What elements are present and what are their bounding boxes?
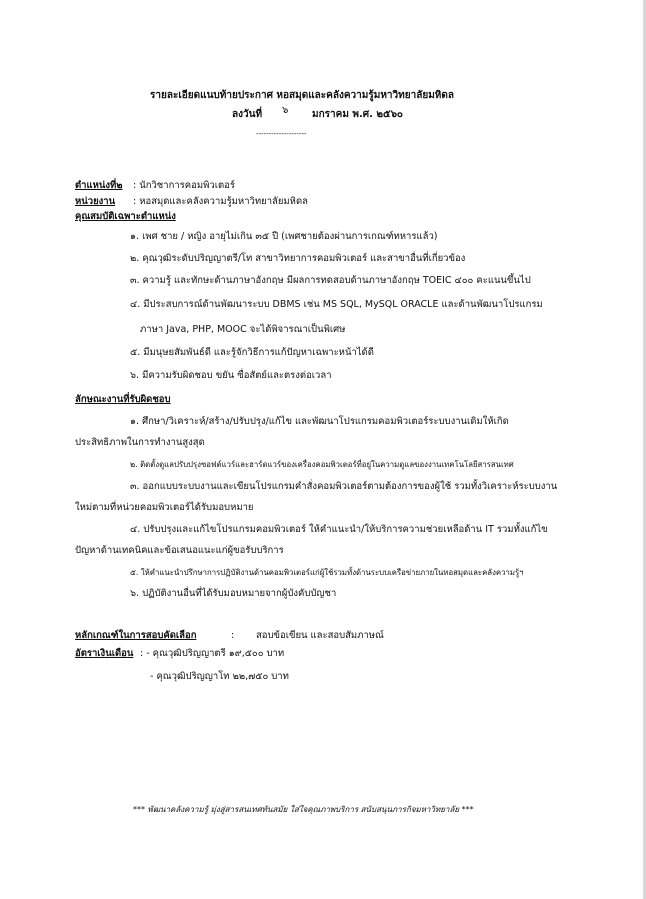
- salary-bachelor: : - คุณวุฒิปริญญาตรี ๑๙,๕๐๐ บาท: [140, 648, 285, 659]
- qualification-item: ๒. คุณวุฒิระดับปริญญาตรี/โท สาขาวิทยาการคอมพิวเตอร์ และสาขาอื่นที่เกี่ยวข้อง: [130, 253, 466, 264]
- date-rest: มกราคม พ.ศ. ๒๕๖๐: [312, 109, 404, 120]
- date-prefix: ลงวันที่: [232, 109, 263, 120]
- unit-value: : หอสมุดและคลังความรู้มหาวิทยาลัยมหิดล: [133, 196, 308, 207]
- duty-item: ๔. ปรับปรุงและแก้ไขโปรแกรมคอมพิวเตอร์ ให้คำแนะนำ/ให้บริการความช่วยเหลือด้าน IT รวมทั้งแก้ไข: [130, 524, 548, 535]
- date-day: ๖: [282, 105, 289, 116]
- duty-item: ๑. ศึกษา/วิเคราะห์/สร้าง/ปรับปรุง/แก้ไข และพัฒนาโปรแกรมคอมพิวเตอร์ระบบงานเดิมให้เกิด: [130, 416, 509, 427]
- qualification-item: ภาษา Java, PHP, MOOC จะได้พิจารณาเป็นพิเศษ: [140, 324, 346, 335]
- salary-master: - คุณวุฒิปริญญาโท ๒๒,๗๕๐ บาท: [150, 671, 289, 682]
- duties-heading: ลักษณะงานที่รับผิดชอบ: [75, 394, 171, 405]
- qualification-item: ๑. เพศ ชาย / หญิง อายุไม่เกิน ๓๕ ปี (เพศชายต้องผ่านการเกณฑ์ทหารแล้ว): [130, 231, 438, 242]
- duty-item: ๒. ติดตั้งดูแลปรับปรุงซอฟต์แวร์และฮาร์ดแวร์ของเครื่องคอมพิวเตอร์ที่อยู่ในความดูแลของงานเทคโนโลยีสารสนเทศ: [130, 460, 514, 469]
- duty-item: ประสิทธิภาพในการทำงานสูงสุด: [75, 437, 205, 448]
- duty-item: ปัญหาด้านเทคนิคและข้อเสนอแนะแก่ผู้ขอรับบริการ: [75, 545, 284, 556]
- qualification-item: ๔. มีประสบการณ์ด้านพัฒนาระบบ DBMS เช่น MS SQL, MySQL ORACLE และด้านพัฒนาโปรแกรม: [130, 299, 543, 310]
- salary-label: อัตราเงินเดือน: [75, 648, 134, 659]
- document-title: รายละเอียดแนบท้ายประกาศ หอสมุดและคลังความรู้มหาวิทยาลัยมหิดล: [150, 90, 454, 101]
- selection-colon: :: [231, 630, 235, 641]
- duty-item: ใหม่ตามที่หน่วยคอมพิวเตอร์ได้รับมอบหมาย: [75, 502, 254, 513]
- duty-item: ๓. ออกแบบระบบงานและเขียนโปรแกรมคำสั่งคอมพิวเตอร์ตามต้องการของผู้ใช้ รวมทั้งวิเคราะห์ระบบงาน: [130, 481, 558, 492]
- qualification-item: ๓. ความรู้ และทักษะด้านภาษาอังกฤษ มีผลการทดสอบด้านภาษาอังกฤษ TOEIC ๔๐๐ คะแนนขึ้นไป: [130, 275, 531, 286]
- selection-value: สอบข้อเขียน และสอบสัมภาษณ์: [256, 630, 384, 641]
- qualifications-heading: คุณสมบัติเฉพาะตำแหน่ง: [75, 211, 176, 222]
- qualification-item: ๖. มีความรับผิดชอบ ขยัน ซื่อสัตย์และตรงต่อเวลา: [130, 370, 332, 381]
- selection-label: หลักเกณฑ์ในการสอบคัดเลือก: [75, 630, 197, 641]
- duty-item: ๕. ให้คำแนะนำปรึกษาการปฏิบัติงานด้านคอมพิวเตอร์แก่ผู้ใช้รวมทั้งด้านระบบเครือข่ายภายในหอสมุดและคลังความรู้ฯ: [130, 568, 524, 577]
- duty-item: ๖. ปฏิบัติงานอื่นที่ได้รับมอบหมายจากผู้บังคับบัญชา: [130, 588, 337, 599]
- qualification-item: ๕. มีมนุษยสัมพันธ์ดี และรู้จักวิธีการแก้ปัญหาเฉพาะหน้าได้ดี: [130, 347, 374, 358]
- unit-label: หน่วยงาน: [75, 196, 116, 207]
- footer-slogan: *** พัฒนาคลังความรู้ มุ่งสู่สารสนเทศทันสมัย ใส่ใจคุณภาพบริการ สนับสนุนภารกิจมหาวิทยาลัย ***: [133, 805, 474, 814]
- position-value: : นักวิชาการคอมพิวเตอร์: [133, 180, 235, 191]
- position-label: ตำแหน่งที่๒: [75, 180, 123, 191]
- title-separator: --------------------: [256, 130, 307, 138]
